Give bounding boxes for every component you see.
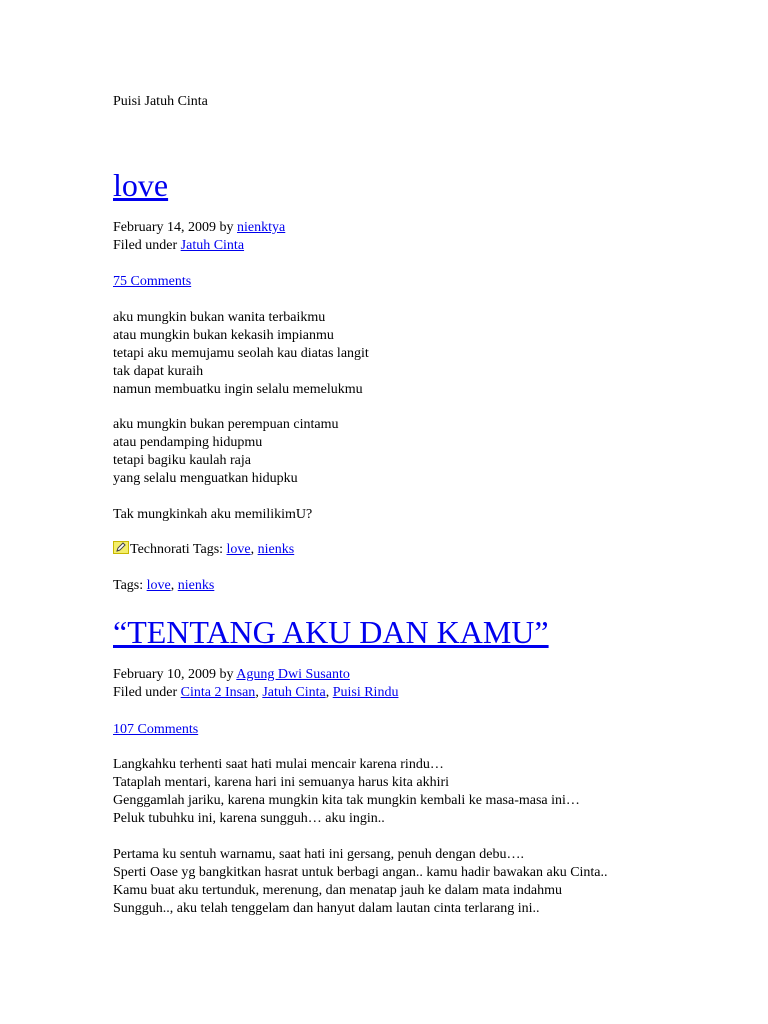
- poem-line: tak dapat kuraih: [113, 364, 204, 379]
- poem-line: Tataplah mentari, karena hari ini semuanya harus kita akhiri: [113, 775, 450, 790]
- filed-under-label: Filed under: [113, 685, 178, 700]
- post-2-stanza-2: [113, 846, 733, 918]
- technorati-tag-link[interactable]: love: [226, 542, 251, 557]
- poem-line: Kamu buat aku tertunduk, merenung, dan menatap jauh ke dalam mata indahmu: [113, 883, 563, 898]
- post-date: February 14, 2009: [113, 220, 217, 235]
- tags-label: Tags:: [113, 578, 144, 593]
- post-1-stanza-1: [113, 309, 733, 399]
- post-title-link[interactable]: “TENTANG AKU DAN KAMU”: [113, 614, 549, 650]
- poem-line: yang selalu menguatkan hidupku: [113, 471, 298, 486]
- poem-line: Pertama ku sentuh warnamu, saat hati ini gersang, penuh dengan debu….: [113, 847, 524, 862]
- post-1-meta: [113, 219, 733, 255]
- author-link[interactable]: nienktya: [237, 220, 286, 235]
- post-1-comments: [113, 273, 733, 291]
- post-by-label: by: [219, 667, 234, 682]
- poem-line: aku mungkin bukan perempuan cintamu: [113, 417, 339, 432]
- post-date: February 10, 2009: [113, 667, 217, 682]
- technorati-label: Technorati Tags:: [130, 542, 224, 557]
- tag-link[interactable]: nienks: [177, 578, 215, 593]
- poem-line: Sungguh.., aku telah tenggelam dan hanyut dalam lautan cinta terlarang ini..: [113, 901, 540, 916]
- poem-line: atau pendamping hidupmu: [113, 435, 263, 450]
- poem-line: Tak mungkinkah aku memilikimU?: [113, 507, 313, 522]
- category-link[interactable]: Jatuh Cinta: [180, 238, 245, 253]
- poem-line: tetapi bagiku kaulah raja: [113, 453, 251, 468]
- blog-title: Puisi Jatuh Cinta: [113, 94, 208, 109]
- post-1-stanza-2: [113, 416, 733, 488]
- poem-line: Genggamlah jariku, karena mungkin kita tak mungkin kembali ke masa-masa ini…: [113, 793, 580, 808]
- tag-link[interactable]: love: [146, 578, 171, 593]
- technorati-tags: Technorati Tags: love, nienks: [113, 541, 733, 559]
- comments-link[interactable]: 107 Comments: [113, 722, 199, 737]
- post-2-title: [113, 614, 733, 650]
- poem-line: namun membuatku ingin selalu memelukmu: [113, 382, 363, 397]
- filed-under-label: Filed under: [113, 238, 178, 253]
- author-link[interactable]: Agung Dwi Susanto: [236, 667, 350, 682]
- post-1-tags: Tags: love, nienks: [113, 578, 215, 593]
- post-title-link[interactable]: love: [113, 167, 169, 203]
- technorati-pencil-icon: [113, 541, 129, 554]
- post-1-title: [113, 167, 733, 203]
- category-link[interactable]: Puisi Rindu: [332, 685, 399, 700]
- technorati-tag-link[interactable]: nienks: [257, 542, 295, 557]
- poem-line: Sperti Oase yg bangkitkan hasrat untuk berbagi angan.. kamu hadir bawakan aku Cinta..: [113, 865, 608, 880]
- post-2-meta: February 10, 2009 by Agung Dwi Susanto Filed under Cinta 2 Insan, Jatuh Cinta, Puisi Rindu: [113, 667, 399, 700]
- poem-line: aku mungkin bukan wanita terbaikmu: [113, 310, 326, 325]
- post-by-label: by: [219, 220, 234, 235]
- category-link[interactable]: Cinta 2 Insan: [180, 685, 256, 700]
- poem-line: tetapi aku memujamu seolah kau diatas langit: [113, 346, 369, 361]
- comments-link[interactable]: 75 Comments: [113, 274, 192, 289]
- post-2-comments: [113, 721, 733, 739]
- poem-line: atau mungkin bukan kekasih impianmu: [113, 328, 334, 343]
- post-2-stanza-1: [113, 756, 733, 828]
- post-1-stanza-3: [113, 506, 733, 524]
- poem-line: Peluk tubuhku ini, karena sungguh… aku ingin..: [113, 811, 385, 826]
- category-link[interactable]: Jatuh Cinta: [262, 685, 326, 700]
- poem-line: Langkahku terhenti saat hati mulai mencair karena rindu…: [113, 757, 444, 772]
